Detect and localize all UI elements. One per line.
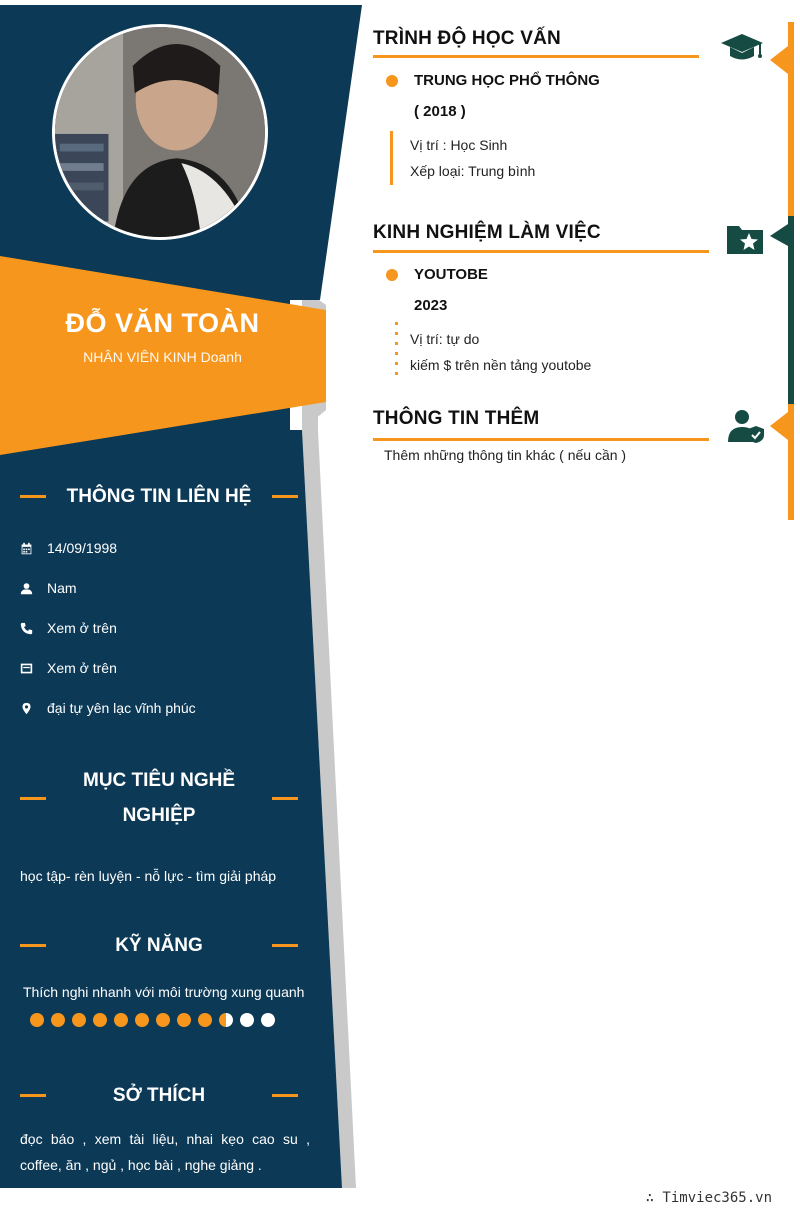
contact-birthday <box>20 528 310 568</box>
graduation-cap-icon <box>720 32 764 64</box>
school-name: TRUNG HỌC PHỔ THÔNG <box>414 72 600 89</box>
experience-detail-dots <box>395 322 398 378</box>
gender-value: Nam <box>47 580 77 596</box>
right-column-teal <box>788 216 794 406</box>
email-value: Xem ở trên <box>47 660 117 676</box>
right-arrow-1 <box>770 46 788 74</box>
education-grade: Xếp loại: Trung bình <box>410 163 536 179</box>
education-underline <box>373 55 699 58</box>
birthday-value: 14/09/1998 <box>47 540 118 556</box>
phone-value: Xem ở trên <box>47 620 117 636</box>
skill-dot <box>72 1013 86 1027</box>
user-icon <box>20 582 47 595</box>
title-dash-right <box>272 1094 298 1097</box>
additional-title: THÔNG TIN THÊM <box>373 408 540 429</box>
full-name: ĐỖ VĂN TOÀN <box>65 308 260 338</box>
address-value: đại tự yên lạc vĩnh phúc <box>47 700 196 716</box>
title-dash-left <box>20 797 46 800</box>
profile-photo <box>55 27 265 237</box>
hobbies-title-text: SỞ THÍCH <box>112 1085 206 1106</box>
skill-dot <box>114 1013 128 1027</box>
skill-dot <box>177 1013 191 1027</box>
skill-name: Thích nghi nhanh với môi trường xung quanh <box>23 984 305 1000</box>
right-arrow-2 <box>770 224 788 246</box>
user-check-icon <box>726 408 766 444</box>
contact-address <box>20 688 310 728</box>
title-dash-left <box>20 1094 46 1097</box>
title-dash-left <box>20 944 46 947</box>
experience-year: 2023 <box>414 297 448 314</box>
title-dash-left <box>20 495 46 498</box>
avatar <box>52 24 268 240</box>
skill-dot <box>219 1013 233 1027</box>
phone-icon <box>20 622 47 635</box>
calendar-icon <box>20 542 47 555</box>
skill-dot <box>261 1013 275 1027</box>
experience-description: kiếm $ trên nền tảng youtobe <box>410 357 592 373</box>
additional-underline <box>373 438 709 441</box>
education-year: ( 2018 ) <box>414 103 466 120</box>
title-dash-right <box>272 944 298 947</box>
contact-phone <box>20 608 310 648</box>
skill-dot <box>30 1013 44 1027</box>
skill-dot <box>240 1013 254 1027</box>
education-item-head <box>386 72 600 89</box>
education-title: TRÌNH ĐỘ HỌC VẤN <box>373 28 561 49</box>
experience-underline <box>373 250 709 253</box>
skill-rating <box>30 1013 275 1027</box>
contact-title-text: THÔNG TIN LIÊN HỆ <box>66 486 252 507</box>
name-block <box>0 308 325 365</box>
objective-section-title <box>20 763 298 833</box>
skills-title-text: KỸ NĂNG <box>115 935 203 956</box>
hobbies-section-title <box>20 1078 298 1113</box>
title-dash-right <box>272 797 298 800</box>
education-detail-bar <box>390 131 393 185</box>
contact-email <box>20 648 310 688</box>
skill-dot <box>135 1013 149 1027</box>
skills-section-title <box>20 928 298 963</box>
skill-dot <box>156 1013 170 1027</box>
email-icon <box>20 662 47 675</box>
contact-list <box>20 528 310 728</box>
right-arrow-3 <box>770 412 788 440</box>
contact-gender <box>20 568 310 608</box>
skill-dot <box>51 1013 65 1027</box>
bullet-dot <box>386 269 398 281</box>
footer-brand: ∴ Timviec365.vn <box>645 1190 772 1206</box>
location-icon <box>20 702 47 715</box>
experience-item-head <box>386 266 488 283</box>
education-position: Vị trí : Học Sinh <box>410 137 508 153</box>
company-name: YOUTOBE <box>414 266 488 283</box>
title-dash-right <box>272 495 298 498</box>
skill-dot <box>93 1013 107 1027</box>
job-title: NHÂN VIÊN KINH Doanh <box>83 349 242 365</box>
additional-text: Thêm những thông tin khác ( nếu cần ) <box>384 447 627 463</box>
right-column-orange-1 <box>788 22 794 218</box>
experience-title: KINH NGHIỆM LÀM VIỆC <box>373 222 601 243</box>
objective-text: học tập- rèn luyện - nỗ lực - tìm giải pháp <box>20 868 277 884</box>
experience-position: Vị trí: tự do <box>410 331 480 347</box>
objective-title-text: MỤC TIÊU NGHỀ NGHIỆP <box>83 770 235 826</box>
contact-section-title <box>20 479 298 514</box>
hobbies-text: đọc báo , xem tài liệu, nhai kẹo cao su , coffee, ăn , ngủ , học bài , nghe giảng . <box>20 1131 310 1173</box>
right-column-orange-2 <box>788 404 794 520</box>
skill-dot <box>198 1013 212 1027</box>
folder-star-icon <box>725 222 765 256</box>
bullet-dot <box>386 75 398 87</box>
